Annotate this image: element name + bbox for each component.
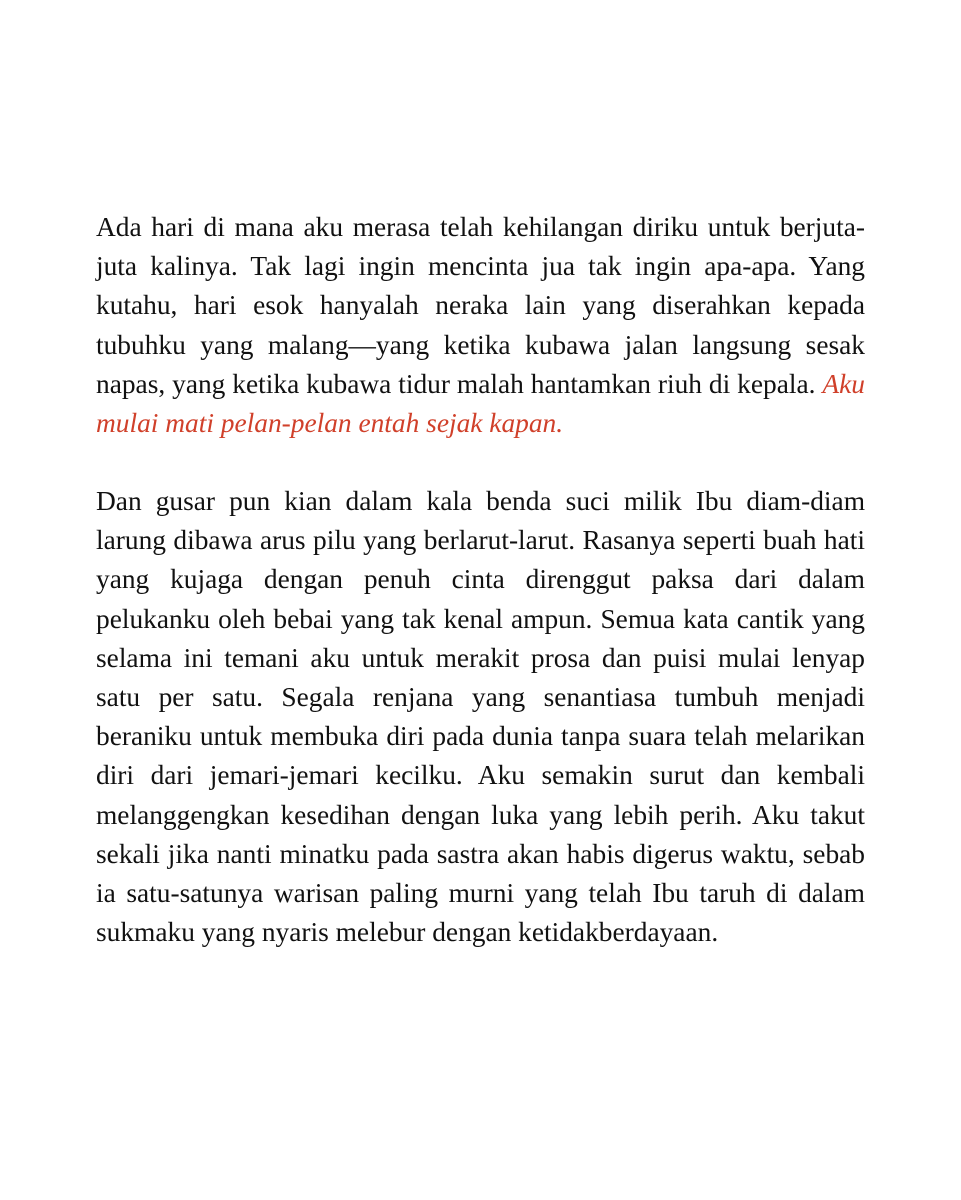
paragraph-2 [96,482,865,952]
paragraph-1-accent-sentence: Aku mulai mati pelan-pelan entah sejak kapan. [96,368,865,439]
paragraph-1 [96,208,865,443]
paragraph-2-text: Dan gusar pun kian dalam kala benda suci milik Ibu diam-diam larung dibawa arus pilu yang berlarut-larut. Rasanya seperti buah hati yang kujaga dengan penuh cinta direnggut paksa dari dalam pelukanku oleh bebai yang tak kenal ampun. Semua kata cantik yang selama ini temani aku untuk merakit prosa dan puisi mulai lenyap satu per satu. Segala renjana yang senantiasa tumbuh menjadi beraniku untuk membuka diri pada dunia tanpa suara telah melarikan diri dari jemari-jemari kecilku. Aku semakin surut dan kembali melanggengkan kesedihan dengan luka yang lebih perih. Aku takut sekali jika nanti minatku pada sastra akan habis digerus waktu, sebab ia satu-satunya warisan paling murni yang telah Ibu taruh di dalam sukmaku yang nyaris melebur dengan ketidakberdayaan. [96,486,865,948]
paragraph-1-text: Ada hari di mana aku merasa telah kehilangan diriku untuk berjuta-juta kalinya. Tak lagi ingin mencinta jua tak ingin apa-apa. Yang kutahu, hari esok hanyalah neraka lain yang diserahkan kepada tubuhku yang malang—yang ketika kubawa jalan langsung sesak napas, yang ketika kubawa tidur malah hantamkan riuh di kepala. [96,212,865,399]
